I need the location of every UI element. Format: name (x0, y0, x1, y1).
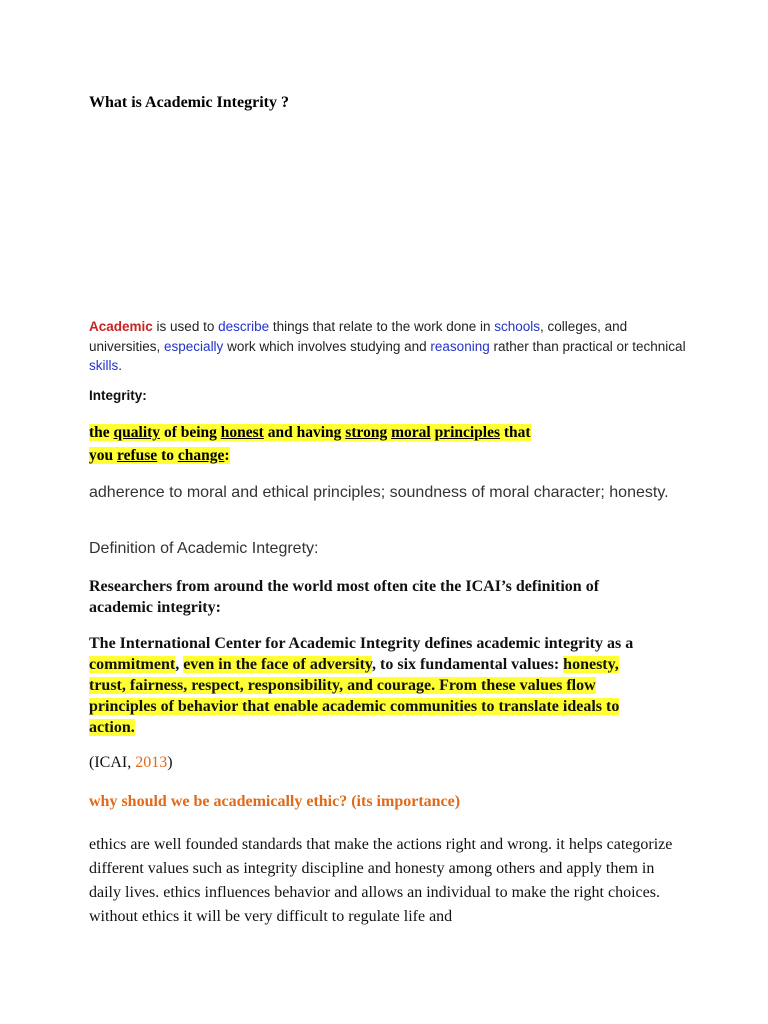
link-especially[interactable]: especially (164, 338, 224, 354)
text-span: , colleges, and universities, (89, 319, 628, 354)
text-span: that (500, 424, 531, 441)
integrity-definition (89, 421, 649, 467)
page-title: What is Academic Integrity ? (89, 94, 289, 111)
citation-year-link[interactable]: 2013 (135, 754, 168, 771)
text-span: (ICAI, (89, 754, 136, 771)
highlight-values: honesty, trust, fairness, respect, responsibility, and courage. From these values flow principles of behavior that enable academic communities to translate ideals to action. (89, 656, 620, 736)
link-moral[interactable]: moral (391, 424, 431, 441)
text-span: , to six fundamental values: (372, 656, 564, 673)
link-quality[interactable]: quality (113, 424, 161, 441)
icai-definition (89, 633, 659, 738)
integrity-label: Integrity: (89, 388, 147, 403)
link-skills[interactable]: skills (89, 358, 119, 373)
link-honest[interactable]: honest (220, 424, 264, 441)
text-span: . (118, 358, 123, 373)
text-span: to (157, 447, 178, 464)
highlight-commitment: commitment (89, 656, 176, 673)
academic-word: Academic (89, 319, 153, 334)
highlighted-line-2 (89, 447, 230, 464)
text-span: of being (160, 424, 221, 441)
text-span: : (224, 447, 230, 464)
text-span: the (89, 424, 114, 441)
link-reasoning[interactable]: reasoning (430, 338, 490, 354)
link-change[interactable]: change (177, 447, 225, 464)
definition-heading: Definition of Academic Integrety: (89, 540, 319, 557)
highlighted-line-1 (89, 424, 531, 441)
text-span: ) (167, 754, 173, 771)
text-span: is used to (152, 319, 219, 334)
link-refuse[interactable]: refuse (117, 447, 158, 464)
text-span: The International Center for Academic Integrity defines academic integrity as a (89, 635, 634, 652)
researchers-paragraph: Researchers from around the world most often cite the ICAI’s definition of academic integrity: (89, 578, 600, 616)
link-principles[interactable]: principles (434, 424, 501, 441)
adherence-definition: adherence to moral and ethical principles; soundness of moral character; honesty. (89, 484, 669, 501)
text-span: and having (263, 424, 346, 441)
text-span: work which involves studying and (223, 338, 431, 354)
highlight-adversity: even in the face of adversity (183, 656, 373, 673)
link-strong[interactable]: strong (345, 424, 388, 441)
citation (89, 754, 173, 772)
importance-heading: why should we be academically ethic? (its importance) (89, 793, 461, 810)
academic-definition (89, 317, 689, 376)
text-span: , (175, 656, 184, 673)
text-span: things that relate to the work done in (269, 319, 495, 334)
ethics-paragraph: ethics are well founded standards that make the actions right and wrong. it helps categorize different values such as integrity discipline and honesty among others and apply them in daily lives. ethics influences behavior and allows an individual to make the right choices. without ethics it will be very difficult to regulate life and (89, 836, 673, 925)
link-describe[interactable]: describe (218, 319, 270, 334)
link-schools[interactable]: schools (494, 319, 541, 334)
text-span: you (89, 447, 117, 464)
text-span: rather than practical or technical (489, 338, 686, 354)
